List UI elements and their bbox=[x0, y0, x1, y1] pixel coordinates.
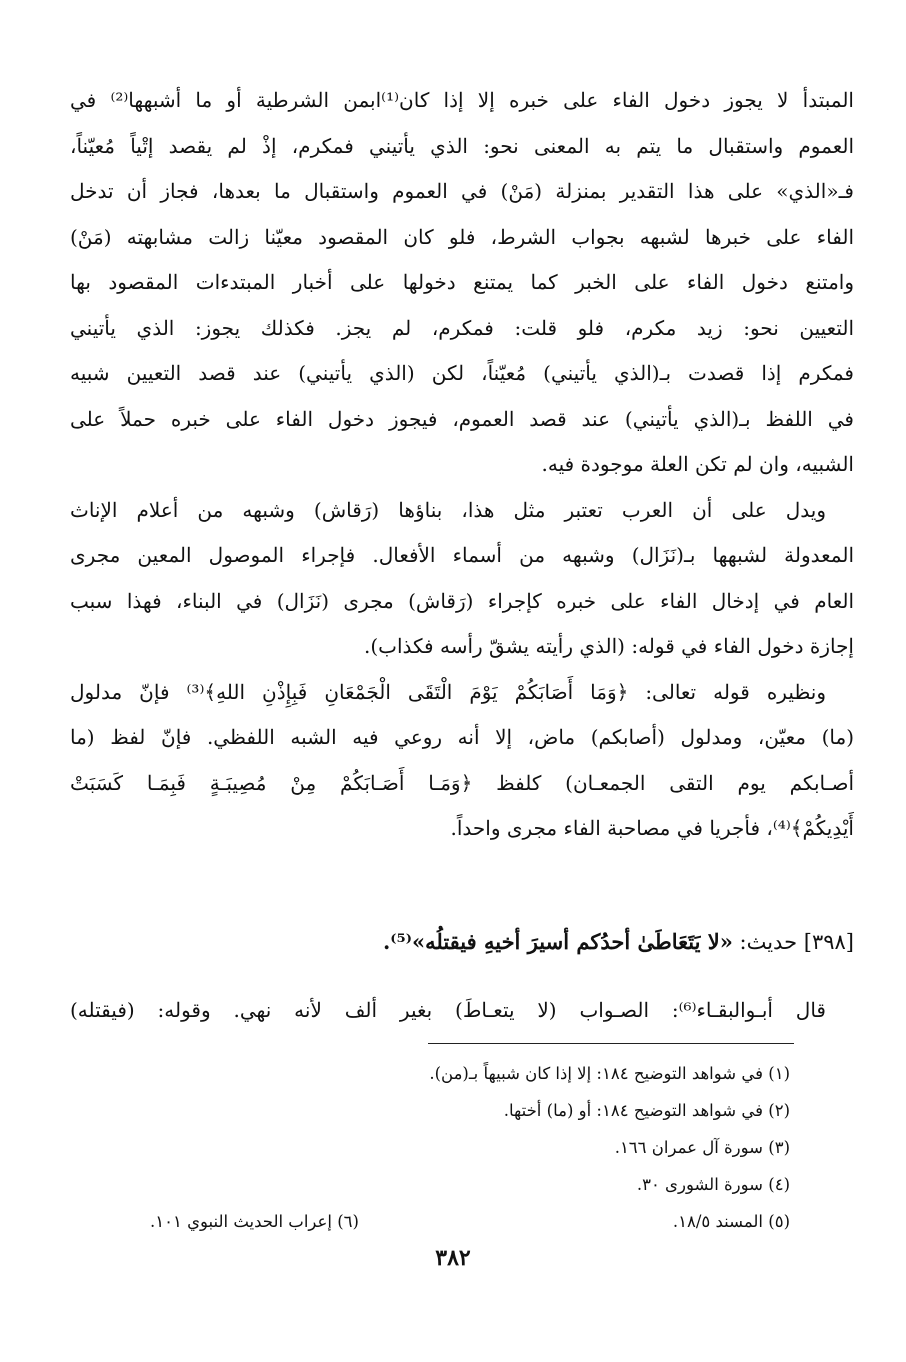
quran-line: ونظيره قوله تعالى: ﴿وَمَا أَصَابَكُمْ يَوْمَ الْتَقَى الْجَمْعَانِ فَبِإِذْنِ اللهِ﴾⁽³⁾ فإنّ مدلول bbox=[70, 679, 826, 704]
text-line: العموم واستقبال ما يتم به المعنى نحو: الذي يأتيني فمكرم، إذْ لم يقصد إتْياً مُعيّناً، bbox=[70, 133, 854, 158]
text-line: فـ«الذي» على هذا التقدير بمنزلة (مَنْ) في العموم واستقبال ما بعدها، فجاز أن تدخل bbox=[70, 179, 854, 203]
hadith-label: حديث: bbox=[739, 930, 798, 954]
text-line: إجازة دخول الفاء في قوله: (الذي رأيته يشقّ رأسه فكذاب). bbox=[363, 634, 854, 658]
hadith-heading bbox=[70, 920, 854, 964]
text-line: ويدل على أن العرب تعتبر مثل هذا، بناؤها (رَقاش) وشبهه من أعلام الإناث bbox=[70, 497, 826, 522]
text-line: الفاء على خبرها لشبهه بجواب الشرط، فلو كان المقصود معيّنا زالت مشابهته (مَنْ) bbox=[70, 224, 854, 249]
text-line: التعيين نحو: زيد مكرم، فلو قلت: فمكرم، لم يجز. فكذلك يجوز: الذي يأتيني bbox=[70, 315, 854, 340]
footnote-6: (٦) إعراب الحديث النبوي ١٠١. bbox=[150, 1212, 359, 1231]
hadith-text: «لا يَتَعَاطَىٰ أحدُكم أسيرَ أخيهِ فيقتلُه»⁽⁵⁾. bbox=[382, 929, 733, 954]
text-line: المبتدأ لا يجوز دخول الفاء على خبره إلا إذا كان⁽¹⁾ابمن الشرطية أو ما أشبهها⁽²⁾ في bbox=[70, 88, 854, 112]
text-line: المعدولة لشبهها بـ(نَزَال) وشبهه من أسماء الأفعال. فإجراء الموصول المعين مجرى bbox=[70, 543, 854, 567]
footnote-3: (٣) سورة آل عمران ١٦٦. bbox=[614, 1138, 790, 1157]
text-line: في اللفظ بـ(الذي يأتيني) عند قصد العموم، فيجوز دخول الفاء على خبره حملاً على bbox=[70, 406, 854, 431]
commentary-line: قال أبـوالبقـاء⁽⁶⁾: الصـواب (لا يتعـاطَ) بغير ألف لأنه نهي. وقوله: (فيقتله) bbox=[70, 998, 826, 1022]
footnote-2: (٢) في شواهد التوضيح ١٨٤: أو (ما) أختها. bbox=[503, 1101, 790, 1120]
page-number: ٣٨٢ bbox=[435, 1245, 471, 1271]
footnote-row bbox=[150, 1203, 790, 1240]
text-line: العام في إدخال الفاء على خبره كإجراء (رَقاش) مجرى (نَزَال) في البناء، فهذا سبب bbox=[70, 588, 854, 613]
hadith-number: [٣٩٨] bbox=[803, 930, 854, 954]
footnote-divider bbox=[428, 1043, 794, 1044]
text-line: الشبيه، وان لم تكن العلة موجودة فيه. bbox=[541, 452, 854, 476]
footnote-5: (٥) المسند ١٨/٥. bbox=[672, 1212, 790, 1231]
footnotes bbox=[150, 1055, 790, 1240]
text-line: فمكرم إذا قصدت بـ(الذي يأتيني) مُعيّناً، لكن (الذي يأتيني) عند قصد التعيين شبيه bbox=[70, 361, 854, 385]
text-line: (ما) معيّن، ومدلول (أصابكم) ماض، إلا أنه روعي فيه الشبه اللفظي. فإنّ لفظ (ما bbox=[70, 725, 854, 749]
text-line: أَيْدِيكُمْ﴾⁽⁴⁾، فأجريا في مصاحبة الفاء مجرى واحداً. bbox=[450, 816, 854, 840]
footnote-1: (١) في شواهد التوضيح ١٨٤: إلا إذا كان شبيهاً بـ(من). bbox=[429, 1064, 790, 1083]
footnote-4: (٤) سورة الشورى ٣٠. bbox=[636, 1175, 790, 1194]
main-text bbox=[70, 78, 854, 852]
text-line: وامتنع دخول الفاء على الخبر كما يمتنع دخولها على أخبار المبتدءات المقصود بها bbox=[70, 270, 854, 294]
quran-line: أصـابكم يوم التقى الجمعـان) كلفظ ﴿وَمَـا أَصَـابَكُمْ مِنْ مُصِيبَـةٍ فَبِمَـا كَسَبَتْ bbox=[70, 770, 854, 795]
